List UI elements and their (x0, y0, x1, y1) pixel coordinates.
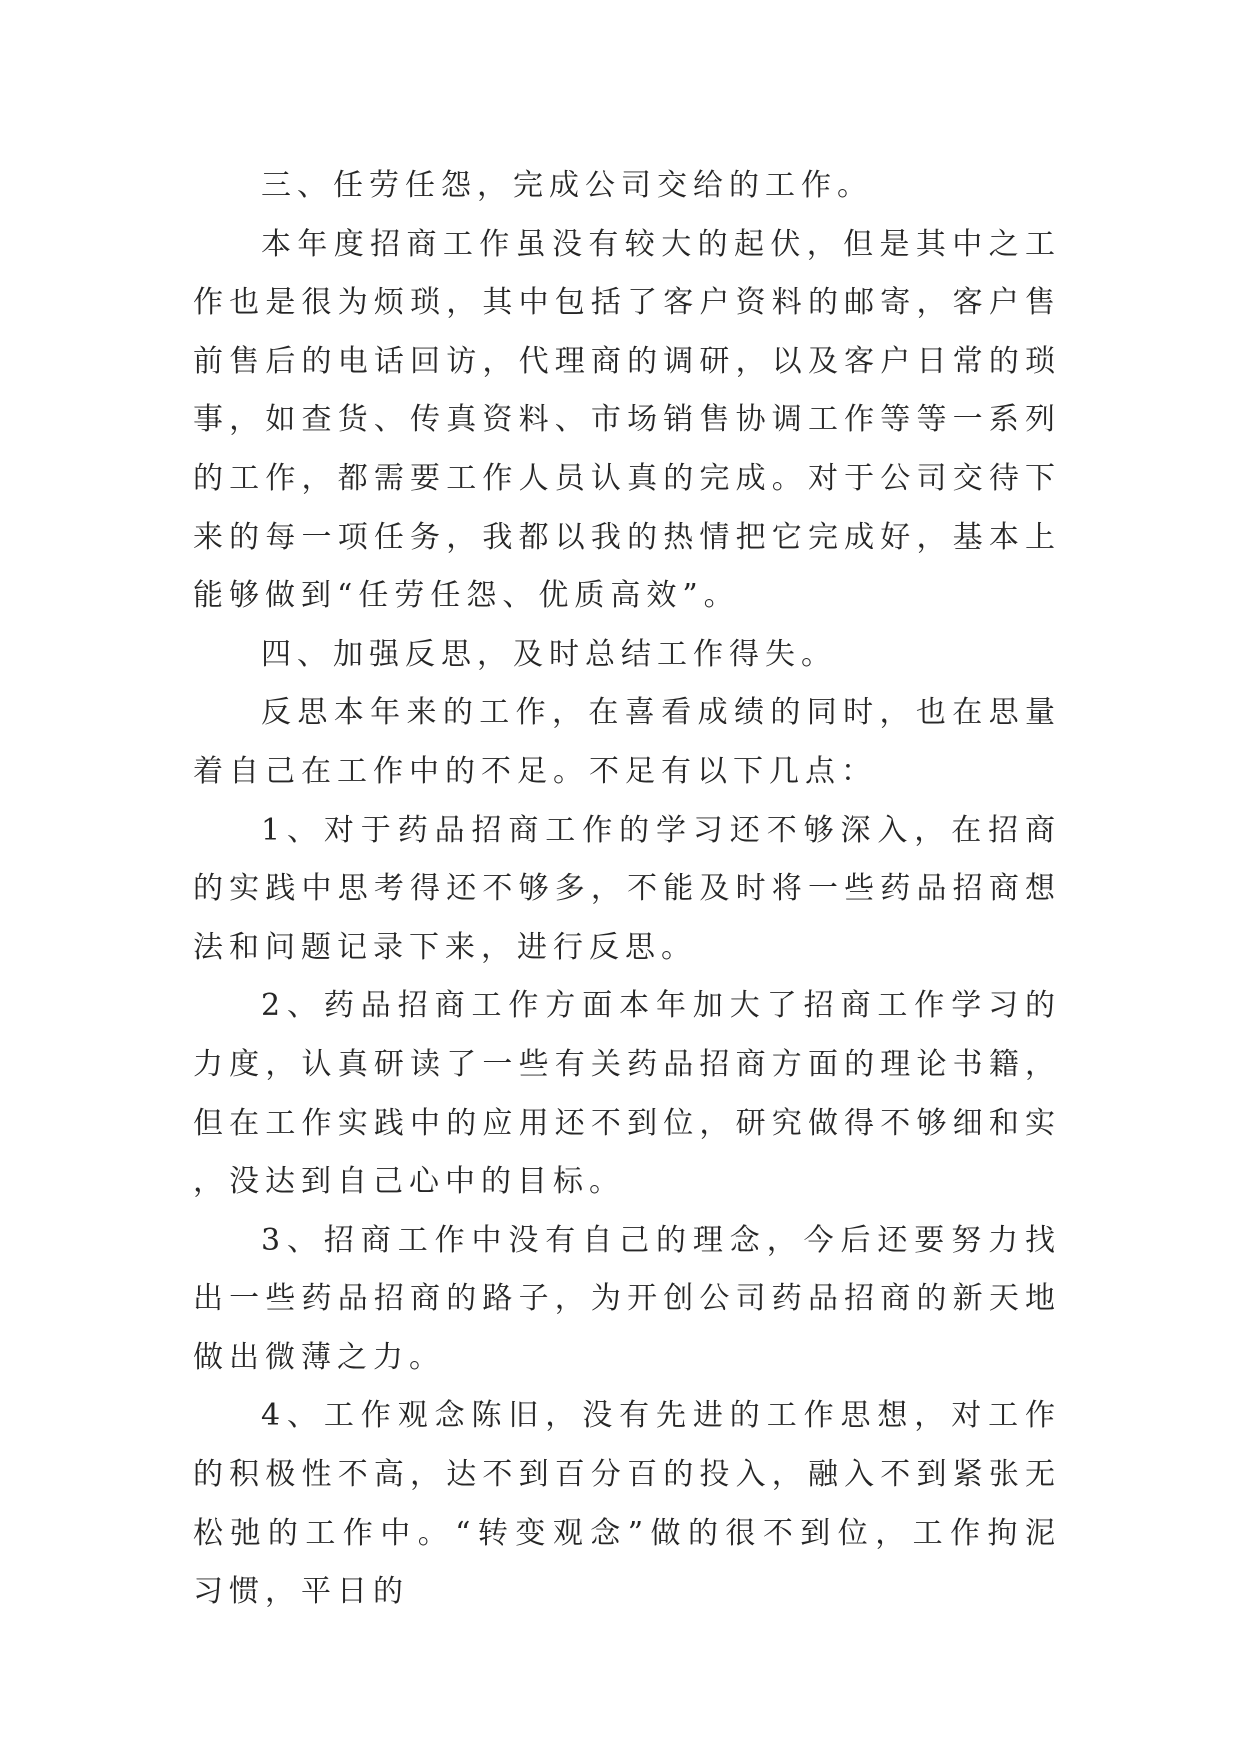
section-heading-3: 三、任劳任怨，完成公司交给的工作。 (261, 168, 873, 203)
list-item-1: 1、对于药品招商工作的学习还不够深入，在招商的实践中思考得还不够多，不能及时将一些药品招商想法和问题记录下来，进行反思。 (193, 812, 1061, 965)
document-body (193, 157, 1061, 1622)
paragraph: 反思本年来的工作，在喜看成绩的同时，也在思量着自己在工作中的不足。不足有以下几点： (193, 695, 1061, 789)
list-item-3: 3、招商工作中没有自己的理念，今后还要努力找出一些药品招商的路子，为开创公司药品招商的新天地做出微薄之力。 (193, 1222, 1061, 1375)
list-item-2: 2、药品招商工作方面本年加大了招商工作学习的力度，认真研读了一些有关药品招商方面的理论书籍，但在工作实践中的应用还不到位，研究做得不够细和实，没达到自己心中的目标。 (193, 988, 1061, 1200)
list-item-4: 4、工作观念陈旧，没有先进的工作思想，对工作的积极性不高，达不到百分百的投入，融入不到紧张无松弛的工作中。“转变观念”做的很不到位，工作拘泥习惯，平日的 (193, 1398, 1061, 1610)
section-heading-4: 四、加强反思，及时总结工作得失。 (261, 636, 837, 672)
paragraph: 本年度招商工作虽没有较大的起伏，但是其中之工作也是很为烦琐，其中包括了客户资料的邮寄，客户售前售后的电话回访，代理商的调研，以及客户日常的琐事，如查货、传真资料、市场销售协调工作等等一系列的工作，都需要工作人员认真的完成。对于公司交待下来的每一项任务，我都以我的热情把它完成好，基本上能够做到“任劳任怨、优质高效”。 (193, 226, 1061, 614)
